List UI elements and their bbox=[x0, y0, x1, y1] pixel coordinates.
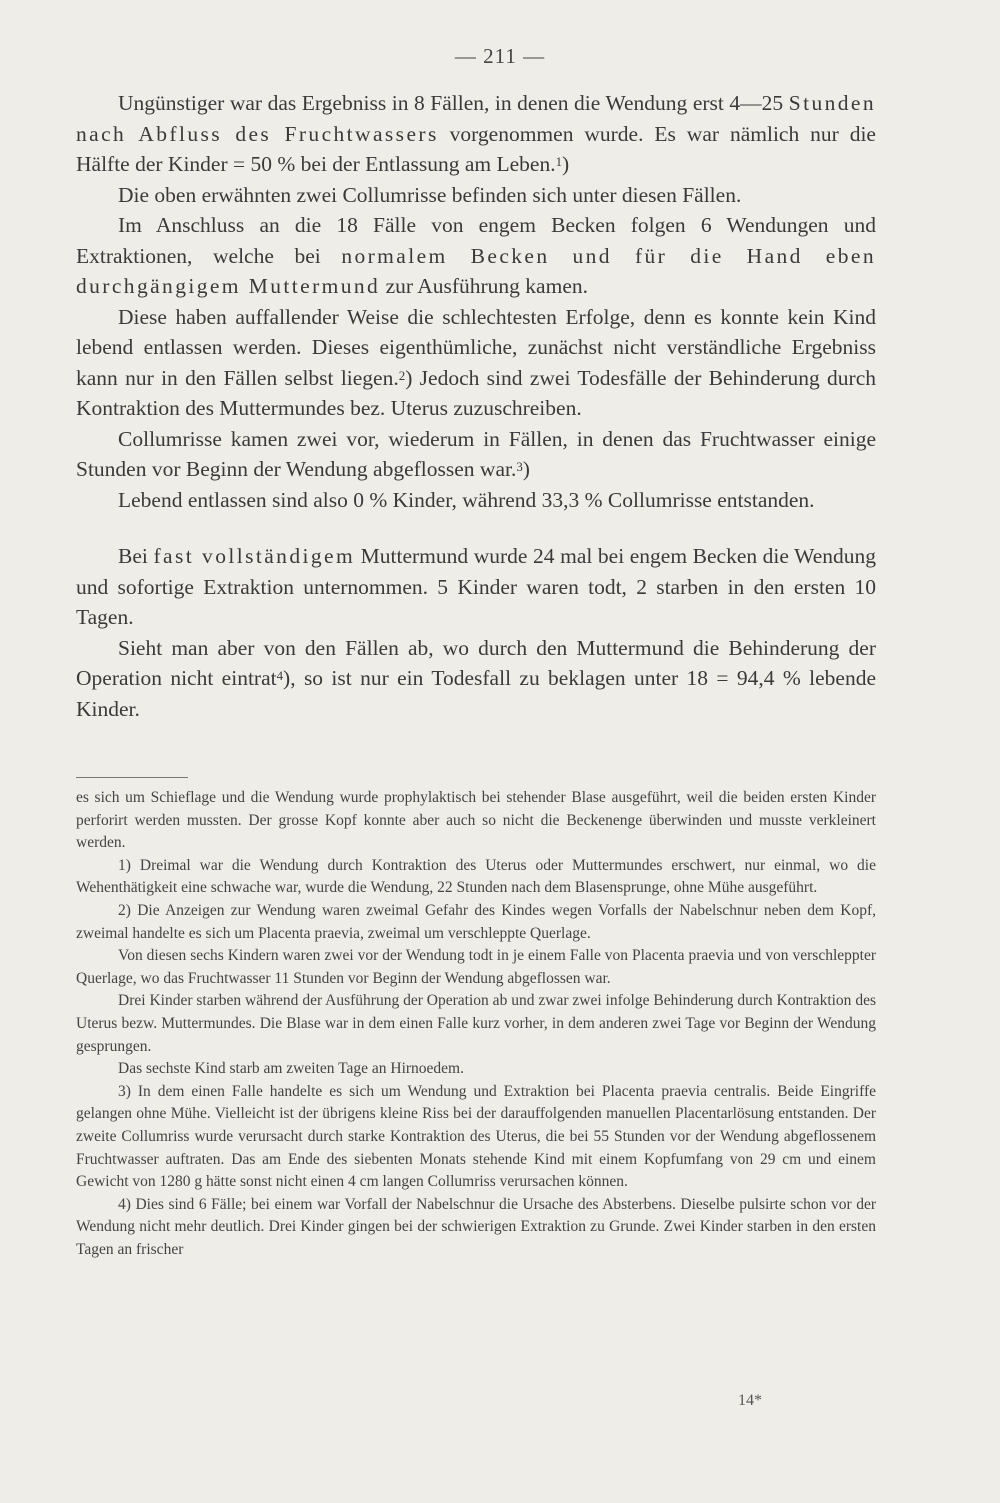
footnote-3: 3) In dem einen Falle handelte es sich um Wendung und Extraktion bei Placenta praevia centralis. Beide Eingriffe gelangen ohne Mühe. Vielleicht ist der übrigens kleine Riss bei der darauffolgenden manuellen Placentarlösung entstanden. Der zweite Collumriss wurde verursacht durch starke Kontraktion des Uterus, die bei 55 Stunden vor der Wendung abgeflossenem Fruchtwasser auftraten. Das am Ende des siebenten Monats stehende Kind mit einem Kopfumfang von 29 cm und einem Gewicht von 1280 g hätte sonst nicht einen 4 cm langen Collumriss verursachen können. bbox=[76, 1082, 876, 1191]
footnotes bbox=[76, 787, 876, 1261]
paragraph-3: Im Anschluss an die 18 Fälle von engem Becken folgen 6 Wendungen und Extraktionen, welche bei normalem Becken und für die Hand eben durchgängigem Muttermund zur Ausführung kamen. bbox=[76, 213, 876, 298]
main-text bbox=[76, 88, 876, 724]
paragraph-2: Die oben erwähnten zwei Collumrisse befinden sich unter diesen Fällen. bbox=[118, 182, 742, 207]
footnote-continuation: es sich um Schieflage und die Wendung wurde prophylaktisch bei stehender Blase ausgeführt, weil die beiden ersten Kinder perforirt werden mussten. Der grosse Kopf konnte aber auch so nicht die Beckenenge überwinden und musste verkleinert werden. bbox=[76, 789, 876, 852]
paragraph-7: Bei fast vollständigem Muttermund wurde 24 mal bei engem Becken die Wendung und sofortige Extraktion unternommen. 5 Kinder waren todt, 2 starben in den ersten 10 Tagen. bbox=[76, 544, 876, 629]
footnote-ref: 3 bbox=[516, 460, 523, 474]
footnote-2-paragraph: Von diesen sechs Kindern waren zwei vor der Wendung todt in je einem Falle von Placenta praevia und von verschleppter Querlage, wo das Fruchtwasser 11 Stunden vor Beginn der Wendung abgeflossen war. bbox=[76, 947, 876, 987]
paragraph-4: Diese haben auffallender Weise die schlechtesten Erfolge, denn es konnte kein Kind lebend entlassen werden. Dieses eigenthümliche, zunächst nicht verständliche Ergebniss kann nur in den Fällen selbst liegen.$^2$) Jedoch sind zwei Todesfälle der Behinderung durch Kontraktion des Muttermundes bez. Uterus zuzuschreiben. bbox=[76, 304, 876, 420]
signature-mark: 14* bbox=[738, 1392, 762, 1409]
footnote-ref: 1 bbox=[555, 155, 563, 169]
footnote-ref: 2 bbox=[398, 368, 406, 383]
paragraph-6: Lebend entlassen sind also 0 % Kinder, während 33,3 % Collumrisse entstanden. bbox=[118, 487, 815, 512]
footnote-2-paragraph: Das sechste Kind starb am zweiten Tage an Hirnoedem. bbox=[118, 1060, 464, 1078]
paragraph-5: Collumrisse kamen zwei vor, wiederum in Fällen, in denen das Fruchtwasser einige Stunden vor Beginn der Wendung abgeflossen war.$^3$) bbox=[76, 426, 876, 481]
footnote-1: 1) Dreimal war die Wendung durch Kontraktion des Uterus oder Muttermundes erschwert, nur einmal, wo die Wehenthätigkeit eine schwache war, wurde die Wendung, 22 Stunden nach dem Blasensprunge, ohne Mühe ausgeführt. bbox=[76, 856, 876, 897]
footnote-divider bbox=[76, 777, 188, 778]
footnote-2: 2) Die Anzeigen zur Wendung waren zweimal Gefahr des Kindes wegen Vorfalls der Nabelschnur neben dem Kopf, zweimal handelte es sich um Placenta praevia, zweimal um verschleppte Querlage. bbox=[76, 901, 876, 942]
paragraph-1: Ungünstiger war das Ergebniss in 8 Fällen, in denen die Wendung erst 4—25 Stunden nach Abfluss des Fruchtwassers vorgenommen wurde. Es war nämlich nur die Hälfte der Kinder = 50 % bei der Entlassung am Leben.$^1$) bbox=[76, 91, 876, 176]
footnote-4: 4) Dies sind 6 Fälle; bei einem war Vorfall der Nabelschnur die Ursache des Absterbens. Dieselbe pulsirte schon vor der Wendung nicht mehr deutlich. Drei Kinder gingen bei der schwierigen Extraktion zu Grunde. Zwei Kinder starben in den ersten Tagen an frischer bbox=[76, 1195, 876, 1258]
paragraph-8: Sieht man aber von den Fällen ab, wo durch den Muttermund die Behinderung der Operation nicht eintrat$^4$), so ist nur ein Todesfall zu beklagen unter 18 = 94,4 % lebende Kinder. bbox=[76, 635, 876, 721]
footnote-ref: 4 bbox=[276, 669, 284, 683]
footnote-2-paragraph: Drei Kinder starben während der Ausführung der Operation ab und zwar zwei infolge Behinderung durch Kontraktion des Uterus bezw. Muttermundes. Die Blase war in dem einen Falle kurz vorher, in dem anderen zwei Tage vor Beginn der Wendung gesprungen. bbox=[76, 992, 876, 1055]
page-number: — 211 — bbox=[454, 44, 546, 68]
